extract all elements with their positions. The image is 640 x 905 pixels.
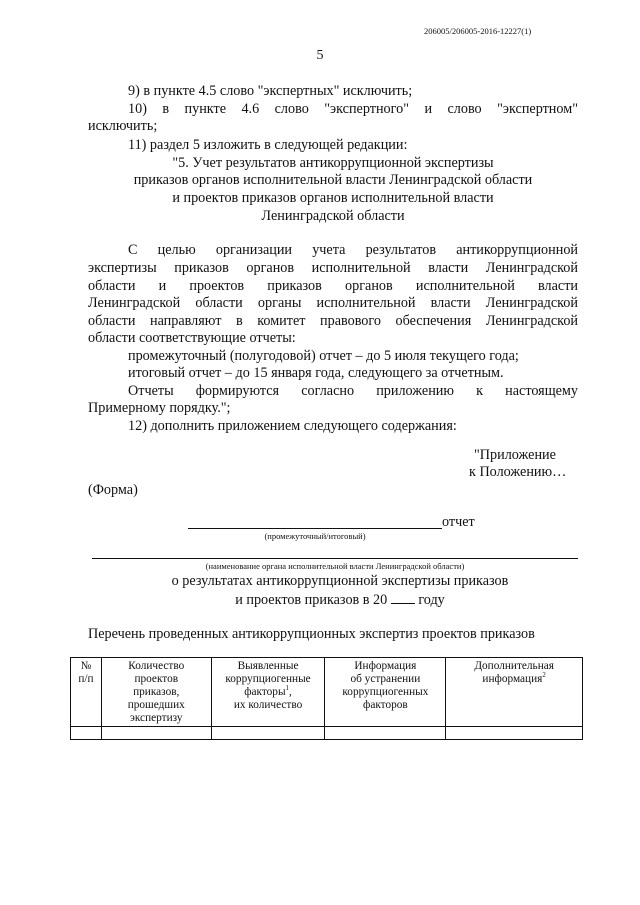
expertise-list-title: Перечень проведенных антикоррупционных экспертиз проектов приказов xyxy=(88,626,535,642)
header-elimination: Информация об устранении коррупциогенных факторов xyxy=(325,658,446,727)
appendix-label-line-1: "Приложение xyxy=(474,447,556,463)
table-cell xyxy=(325,727,446,740)
expertise-table xyxy=(70,657,583,740)
table-cell xyxy=(101,727,211,740)
reports-line-1: Отчеты формируются согласно приложению к настоящему xyxy=(128,383,578,399)
interim-report-deadline: промежуточный (полугодовой) отчет – до 5 июля текущего года; xyxy=(128,348,519,364)
org-name-underline xyxy=(92,558,578,559)
item-10-line-2: исключить; xyxy=(88,118,158,134)
page-number: 5 xyxy=(316,48,324,63)
document-id: 206005/206005-2016-12227(1) xyxy=(424,26,532,36)
item-10-line-1: 10) в пункте 4.6 слово "экспертного" и слово "экспертном" xyxy=(128,101,578,117)
appendix-label-line-2: к Положению… xyxy=(469,464,567,480)
report-title-prefix: и проектов приказов в 20 xyxy=(235,592,388,608)
report-title-line-2 xyxy=(0,591,640,609)
table-cell xyxy=(211,727,325,740)
report-title-suffix: году xyxy=(418,592,445,608)
table-cell xyxy=(446,727,583,740)
reports-line-2: Примерному порядку."; xyxy=(88,400,231,416)
report-type-underline xyxy=(188,528,442,529)
header-count: Количество проектов приказов, прошедших экспертизу xyxy=(101,658,211,727)
table-header-row xyxy=(71,658,583,727)
header-factors: Выявленные коррупциогенные факторы$^1$, их количество xyxy=(211,658,325,727)
table-row xyxy=(71,727,583,740)
paragraph-line-4: Ленинградской области органы исполнительной власти Ленинградской xyxy=(88,295,578,311)
section-title-line-4: Ленинградской области xyxy=(261,208,405,224)
final-report-deadline: итоговый отчет – до 15 января года, следующего за отчетным. xyxy=(128,365,504,381)
year-blank xyxy=(391,591,415,604)
org-name-caption: (наименование органа исполнительной власти Ленинградской области) xyxy=(205,561,465,571)
item-12: 12) дополнить приложением следующего содержания: xyxy=(128,418,457,434)
paragraph-line-5: области направляют в комитет правового обеспечения Ленинградской xyxy=(88,313,578,329)
paragraph-line-1: С целью организации учета результатов антикоррупционной xyxy=(128,242,578,258)
paragraph-line-2: экспертизы приказов органов исполнительной власти Ленинградской xyxy=(88,260,578,276)
footnote-1: 1 xyxy=(285,684,290,693)
item-11: 11) раздел 5 изложить в следующей редакции: xyxy=(128,137,408,153)
report-type-caption: (промежуточный/итоговый) xyxy=(264,531,366,541)
header-number: № п/п xyxy=(71,658,102,727)
section-title-line-3: и проектов приказов органов исполнительной власти xyxy=(172,190,494,206)
report-word: отчет xyxy=(442,514,475,530)
header-additional: Дополнительная информация$^2$ xyxy=(446,658,583,727)
paragraph-line-3: области и проектов приказов органов исполнительной власти xyxy=(88,278,578,294)
section-title-line-1: "5. Учет результатов антикоррупционной экспертизы xyxy=(172,155,494,171)
form-label: (Форма) xyxy=(88,482,138,498)
report-title-line-1: о результатах антикоррупционной экспертизы приказов xyxy=(171,573,509,589)
paragraph-line-6: области соответствующие отчеты: xyxy=(88,330,296,346)
table-cell xyxy=(71,727,102,740)
section-title-line-2: приказов органов исполнительной власти Ленинградской области xyxy=(133,172,533,188)
footnote-2: 2 xyxy=(542,671,546,680)
item-9: 9) в пункте 4.5 слово "экспертных" исключить; xyxy=(128,83,413,99)
